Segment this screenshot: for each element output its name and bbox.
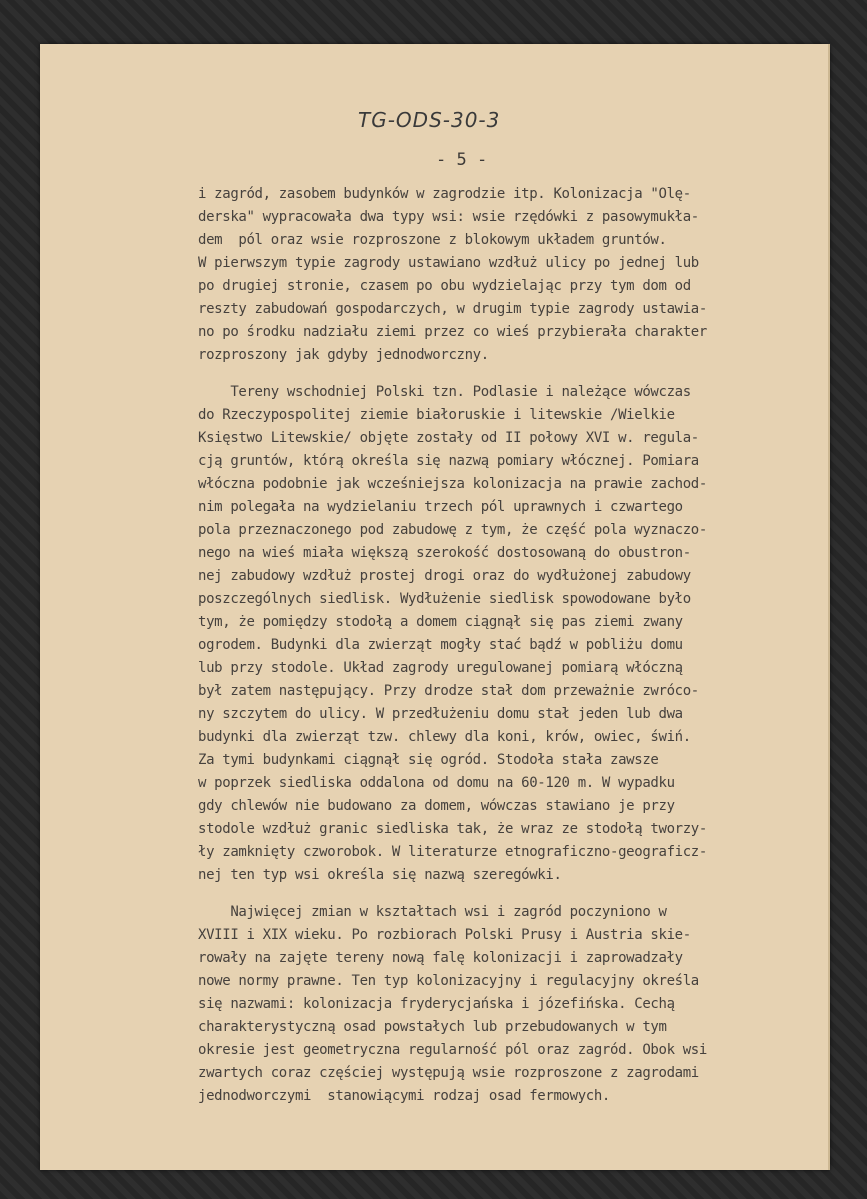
text-line: Najwięcej zmian w kształtach wsi i zagród poczyniono w	[198, 904, 667, 920]
text-line: no po środku nadziału ziemi przez co wieś przybierała charakter	[198, 324, 707, 340]
text-line: stodole wzdłuż granic siedliska tak, że wraz ze stodołą tworzy-	[198, 821, 707, 837]
text-line: Za tymi budynkami ciągnął się ogród. Stodoła stała zawsze	[198, 752, 659, 768]
text-line: nej ten typ wsi określa się nazwą szeregówki.	[198, 867, 562, 883]
text-line: charakterystyczną osad powstałych lub przebudowanych w tym	[198, 1019, 667, 1035]
text-line: cją gruntów, którą określa się nazwą pomiary włócznej. Pomiara	[198, 453, 699, 469]
body-text	[198, 183, 818, 1108]
paragraph	[198, 183, 818, 367]
text-line: jednodworczymi stanowiącymi rodzaj osad fermowych.	[198, 1088, 611, 1104]
archive-code: TG-ODS-30-3	[358, 108, 501, 132]
text-line: włóczna podobnie jak wcześniejsza kolonizacja na prawie zachod-	[198, 476, 707, 492]
paragraph	[198, 381, 818, 887]
text-line: poszczególnych siedlisk. Wydłużenie siedlisk spowodowane było	[198, 591, 691, 607]
text-line: okresie jest geometryczna regularność pól oraz zagród. Obok wsi	[198, 1042, 707, 1058]
text-line: reszty zabudowań gospodarczych, w drugim typie zagrody ustawia-	[198, 301, 707, 317]
text-line: Księstwo Litewskie/ objęte zostały od II połowy XVI w. regula-	[198, 430, 699, 446]
text-line: budynki dla zwierząt tzw. chlewy dla koni, krów, owiec, świń.	[198, 729, 691, 745]
paragraph-gap	[198, 887, 818, 901]
paragraph-gap	[198, 367, 818, 381]
text-line: rozproszony jak gdyby jednodworczny.	[198, 347, 489, 363]
page-number: - 5 -	[436, 150, 488, 170]
text-line: W pierwszym typie zagrody ustawiano wzdłuż ulicy po jednej lub	[198, 255, 699, 271]
text-line: był zatem następujący. Przy drodze stał dom przeważnie zwróco-	[198, 683, 699, 699]
text-line: po drugiej stronie, czasem po obu wydzielając przy tym dom od	[198, 278, 691, 294]
text-line: się nazwami: kolonizacja fryderycjańska i józefińska. Cechą	[198, 996, 675, 1012]
text-line: derska" wypracowała dwa typy wsi: wsie rzędówki z pasowymukła-	[198, 209, 699, 225]
text-line: ogrodem. Budynki dla zwierząt mogły stać bądź w pobliżu domu	[198, 637, 683, 653]
text-line: ny szczytem do ulicy. W przedłużeniu domu stał jeden lub dwa	[198, 706, 683, 722]
text-line: dem pól oraz wsie rozproszone z blokowym układem gruntów.	[198, 232, 667, 248]
text-line: nowe normy prawne. Ten typ kolonizacyjny i regulacyjny określa	[198, 973, 699, 989]
text-line: gdy chlewów nie budowano za domem, wówczas stawiano je przy	[198, 798, 675, 814]
text-line: nim polegała na wydzielaniu trzech pól uprawnych i czwartego	[198, 499, 683, 515]
text-line: ły zamknięty czworobok. W literaturze etnograficzno-geograficz-	[198, 844, 707, 860]
text-line: XVIII i XIX wieku. Po rozbiorach Polski Prusy i Austria skie-	[198, 927, 691, 943]
text-line: w poprzek siedliska oddalona od domu na 60-120 m. W wypadku	[198, 775, 675, 791]
text-line: Tereny wschodniej Polski tzn. Podlasie i należące wówczas	[198, 384, 691, 400]
text-line: i zagród, zasobem budynków w zagrodzie itp. Kolonizacja "Olę-	[198, 186, 691, 202]
text-line: lub przy stodole. Układ zagrody uregulowanej pomiarą włóczną	[198, 660, 683, 676]
text-line: nej zabudowy wzdłuż prostej drogi oraz do wydłużonej zabudowy	[198, 568, 691, 584]
text-line: rowały na zajęte tereny nową falę kolonizacji i zaprowadzały	[198, 950, 683, 966]
paragraph	[198, 901, 818, 1108]
text-line: nego na wieś miała większą szerokość dostosowaną do obustron-	[198, 545, 691, 561]
text-line: pola przeznaczonego pod zabudowę z tym, że część pola wyznaczo-	[198, 522, 707, 538]
text-line: zwartych coraz częściej występują wsie rozproszone z zagrodami	[198, 1065, 699, 1081]
text-line: do Rzeczypospolitej ziemie białoruskie i litewskie /Wielkie	[198, 407, 675, 423]
text-line: tym, że pomiędzy stodołą a domem ciągnął się pas ziemi zwany	[198, 614, 683, 630]
